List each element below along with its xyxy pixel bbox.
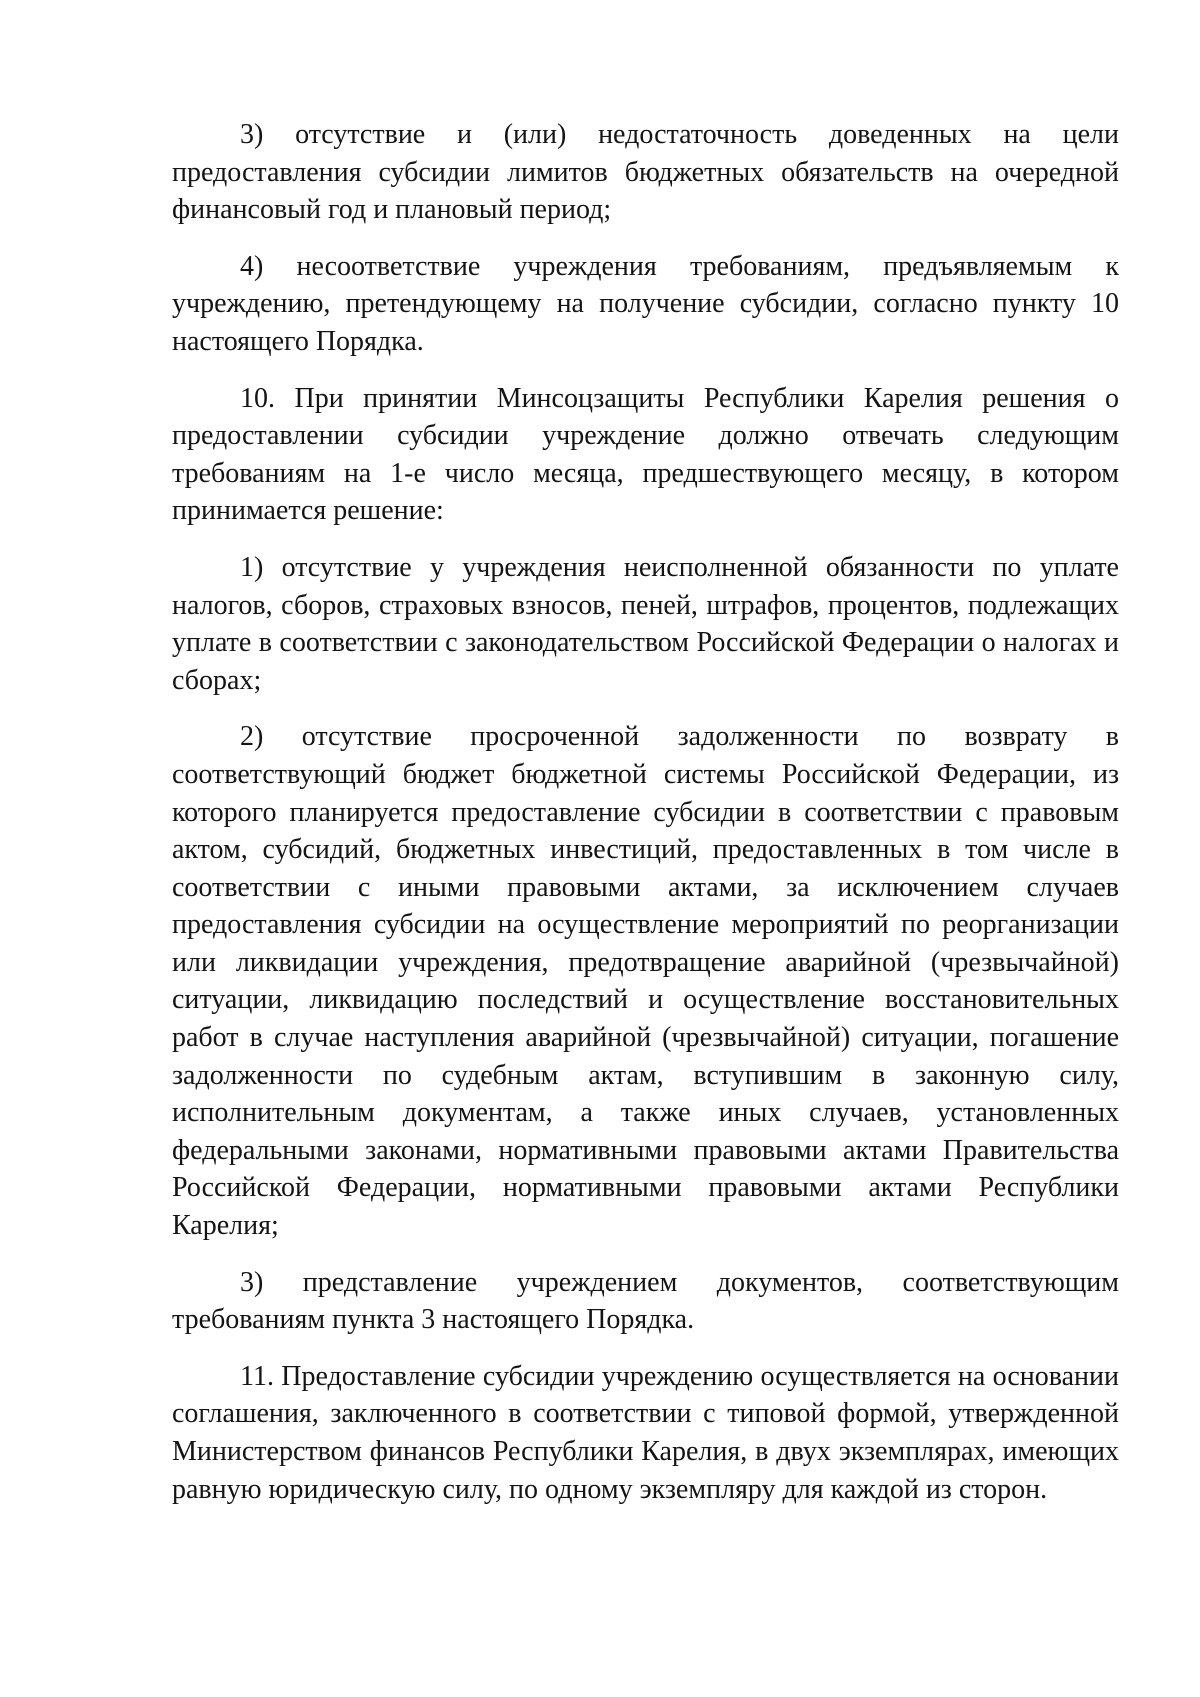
paragraph-clause-10: 10. При принятии Минсоцзащиты Республики Карелия решения о предоставлении субсидии учреждение должно отвечать следующим требованиям на 1-е число месяца, предшествующего месяцу, в котором принимается решение: — [172, 382, 1119, 527]
paragraph-item-3-documents: 3) представление учреждением документов, соответствующим требованиям пункта 3 настоящего Порядка. — [172, 1266, 1119, 1336]
paragraph-item-1-taxes: 1) отсутствие у учреждения неисполненной обязанности по уплате налогов, сборов, страховых взносов, пеней, штрафов, процентов, подлежащих уплате в соответствии с законодательством Российской Федерации о налогах и сборах; — [172, 551, 1119, 696]
paragraph-item-2-debt: 2) отсутствие просроченной задолженности по возврату в соответствующий бюджет бюджетной системы Российской Федерации, из которого планируется предоставление субсидии в соответствии с правовым актом, субсидий, бюджетных инвестиций, предоставленных в том числе в соответствии с иными правовыми актами, за исключением случаев предоставления субсидии на осуществление мероприятий по реорганизации или ликвидации учреждения, предотвращение аварийной (чрезвычайной) ситуации, ликвидацию последствий и осуществление восстановительных работ в случае наступления аварийной (чрезвычайной) ситуации, погашение задолженности по судебным актам, вступившим в законную силу, исполнительным документам, а также иных случаев, установленных федеральными законами, нормативными правовыми актами Правительства Российской Федерации, нормативными правовыми актами Республики Карелия; — [172, 721, 1119, 1242]
paragraph-item-4-noncompliance: 4) несоответствие учреждения требованиям, предъявляемым к учреждению, претендующему на получение субсидии, согласно пункту 10 настоящего Порядка. — [172, 250, 1119, 357]
paragraph-item-3-limits: 3) отсутствие и (или) недостаточность доведенных на цели предоставления субсидии лимитов бюджетных обязательств на очередной финансовый год и плановый период; — [172, 119, 1119, 226]
document-body — [172, 116, 1119, 1527]
paragraph-clause-11: 11. Предоставление субсидии учреждению осуществляется на основании соглашения, заключенного в соответствии с типовой формой, утвержденной Министерством финансов Республики Карелия, в двух экземплярах, имеющих равную юридическую силу, по одному экземпляру для каждой из сторон. — [172, 1360, 1119, 1505]
